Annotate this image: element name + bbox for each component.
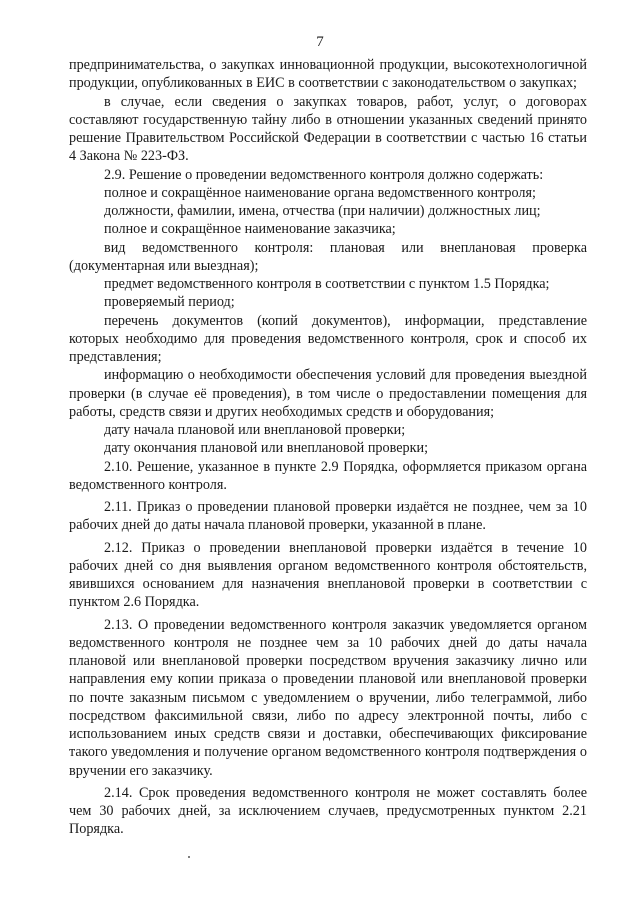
list-item-start-date: дату начала плановой или внеплановой проверки;	[104, 422, 406, 438]
paragraph-2-12: 2.12. Приказ о проведении внеплановой проверки издаётся в течение 10 рабочих дней со дня выявления органом ведомственного контроля обстоятельств, явившихся основанием для назначения внеплановой проверки в соответствии с пунктом 2.6 Порядка.	[69, 539, 587, 611]
list-item-control-body-name: полное и сокращённое наименование органа ведомственного контроля;	[104, 184, 536, 201]
list-item-audited-period: проверяемый период;	[104, 294, 235, 311]
list-item-onsite-conditions: информацию о необходимости обеспечения условий для проведения выездной проверки (в случае её проведения), в том числе о предоставлении помещения для работы, средств связи и других необходимых средств и оборудования;	[69, 367, 587, 420]
paragraph-2-10: 2.10. Решение, указанное в пункте 2.9 Порядка, оформляется приказом органа ведомственного контроля.	[69, 458, 587, 493]
paragraph-2-14: 2.14. Срок проведения ведомственного контроля не может составлять более чем 30 рабочих дней, за исключением случаев, предусмотренных пунктом 2.21 Порядка.	[69, 784, 587, 838]
paragraph-continuation: предпринимательства, о закупках инновационной продукции, высокотехнологичной продукции, опубликованных в ЕИС в соответствии с законодательством о закупках;	[69, 57, 587, 92]
list-item-control-subject: предмет ведомственного контроля в соответствии с пунктом 1.5 Порядка;	[104, 276, 550, 292]
paragraph-state-secret-clause: в случае, если сведения о закупках товаров, работ, услуг, о договорах составляют государственную тайну либо в отношении указанных сведений принято решение Правительством Российской Федерации в соответствии с частью 16 статьи 4 Закона № 223-ФЗ.	[69, 93, 587, 165]
paragraph-2-13: 2.13. О проведении ведомственного контроля заказчик уведомляется органом ведомственного контроля не позднее чем за 10 рабочих дней до даты начала плановой или внеплановой проверки посредством вручения заказчику лично или направления ему копии приказа о проведении плановой или внеплановой проверки по почте заказным письмом с уведомлением о вручении, либо телеграммой, либо посредством факсимильной связи, либо по адресу электронной почты, либо с использованием иных средств связи и доставки, обеспечивающих фиксирование такого уведомления и получение органом ведомственного контроля подтверждения о вручении его заказчику.	[69, 616, 587, 779]
paragraph-2-11: 2.11. Приказ о проведении плановой проверки издаётся не позднее, чем за 10 рабочих дней до даты начала плановой проверки, указанной в плане.	[69, 499, 587, 534]
paragraph-2-9: 2.9. Решение о проведении ведомственного контроля должно содержать:	[104, 166, 544, 183]
list-item-end-date: дату окончания плановой или внеплановой проверки;	[104, 440, 429, 457]
list-item-officials: должности, фамилии, имена, отчества (при наличии) должностных лиц;	[104, 203, 541, 219]
list-item-customer-name: полное и сокращённое наименование заказчика;	[104, 221, 396, 238]
list-item-control-type: вид ведомственного контроля: плановая или внеплановая проверка (документарная или выездная);	[69, 239, 587, 274]
document-body	[69, 56, 587, 839]
list-item-documents-list: перечень документов (копий документов), информации, представление которых необходимо для проведения ведомственного контроля, срок и способ их представления;	[69, 312, 587, 365]
scan-dot-mark	[188, 856, 190, 858]
page-number: 7	[316, 34, 324, 50]
